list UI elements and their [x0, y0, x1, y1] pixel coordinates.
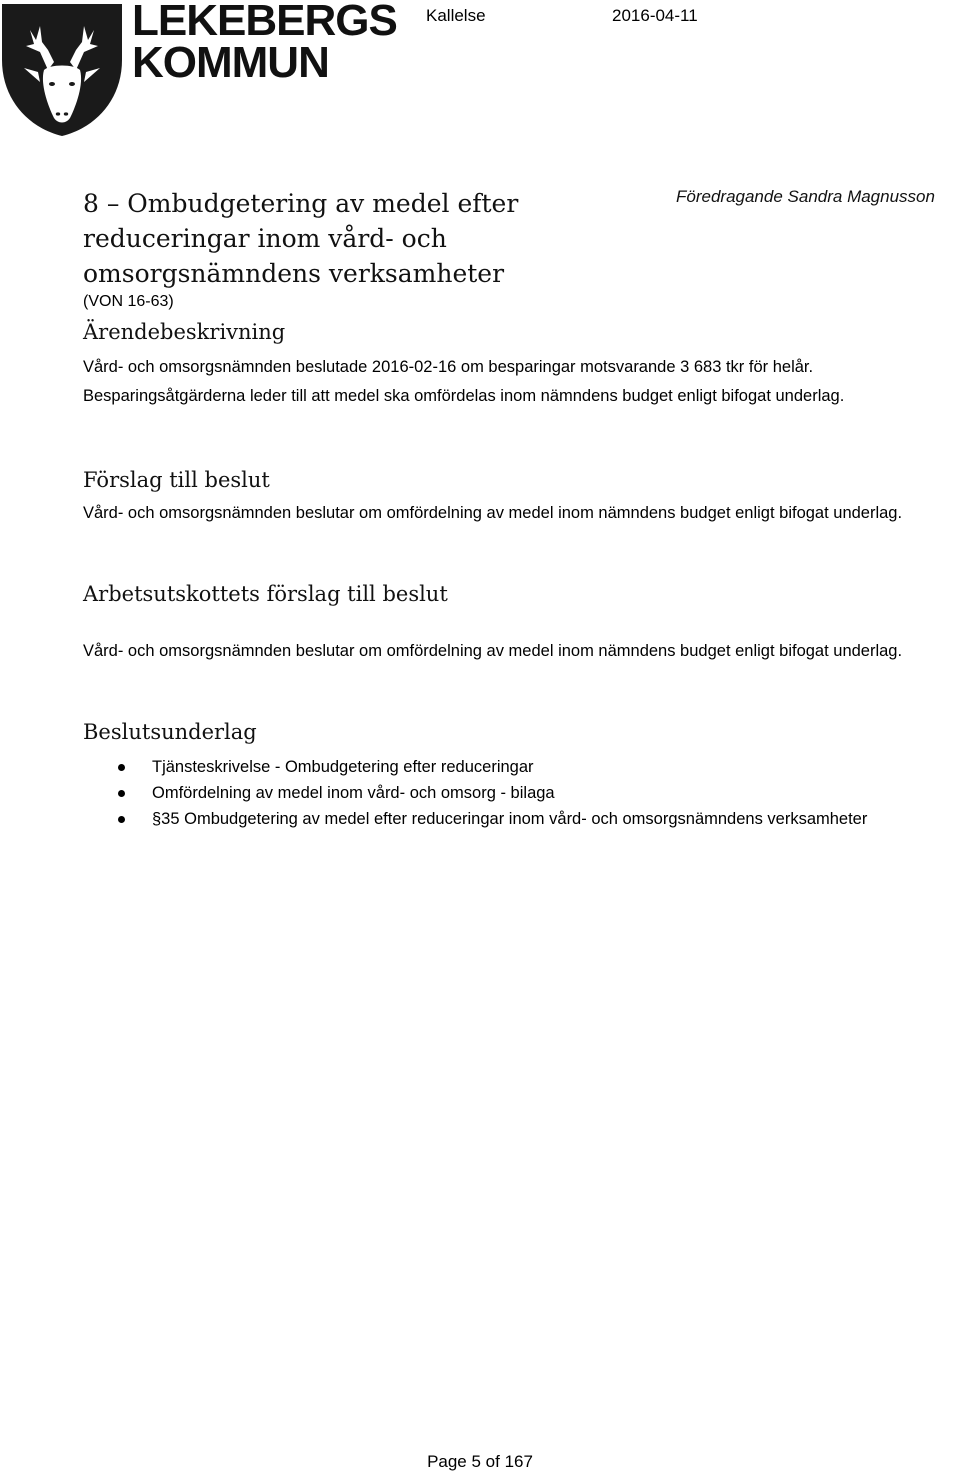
working-committee-heading: Arbetsutskottets förslag till beslut: [83, 582, 448, 606]
case-title: 8 – Ombudgetering av medel efter reduceringar inom vård- och omsorgsnämndens verksamheter: [83, 189, 519, 288]
proposal-body: Vård- och omsorgsnämnden beslutar om omfördelning av medel inom nämndens budget enligt bifogat underlag.: [83, 504, 903, 522]
document-type: Kallelse: [426, 6, 486, 25]
document-date: 2016-04-11: [612, 6, 698, 25]
decision-basis-list: [118, 754, 878, 832]
list-item-text: Omfördelning av medel inom vård- och omsorg - bilaga: [152, 784, 555, 802]
list-item-text: §35 Ombudgetering av medel efter reduceringar inom vård- och omsorgsnämndens verksamheter: [152, 810, 868, 828]
list-item: [118, 754, 878, 780]
list-item-text: Tjänsteskrivelse - Ombudgetering efter reduceringar: [152, 758, 534, 776]
case-reference: (VON 16-63): [83, 293, 174, 310]
brand-line-1: LEKEBERGS: [132, 0, 397, 45]
list-item: [118, 780, 878, 806]
presenter: Föredragande Sandra Magnusson: [676, 187, 935, 206]
page-number: Page 5 of 167: [427, 1452, 533, 1471]
bullet-icon: [118, 816, 125, 823]
list-item: [118, 806, 878, 832]
decision-basis-heading: Beslutsunderlag: [83, 720, 257, 744]
brand-wordmark: [132, 0, 397, 87]
description-heading: Ärendebeskrivning: [83, 320, 286, 344]
bullet-icon: [118, 790, 125, 797]
brand-line-2: KOMMUN: [132, 38, 329, 87]
bullet-icon: [118, 764, 125, 771]
description-body: Vård- och omsorgsnämnden beslutade 2016-02-16 om besparingar motsvarande 3 683 tkr för helår. Besparingsåtgärderna leder till att medel ska omfördelas inom nämndens budget enligt bifogat underlag.: [83, 358, 845, 405]
working-committee-body: Vård- och omsorgsnämnden beslutar om omfördelning av medel inom nämndens budget enligt bifogat underlag.: [83, 642, 903, 660]
proposal-heading: Förslag till beslut: [83, 468, 270, 492]
